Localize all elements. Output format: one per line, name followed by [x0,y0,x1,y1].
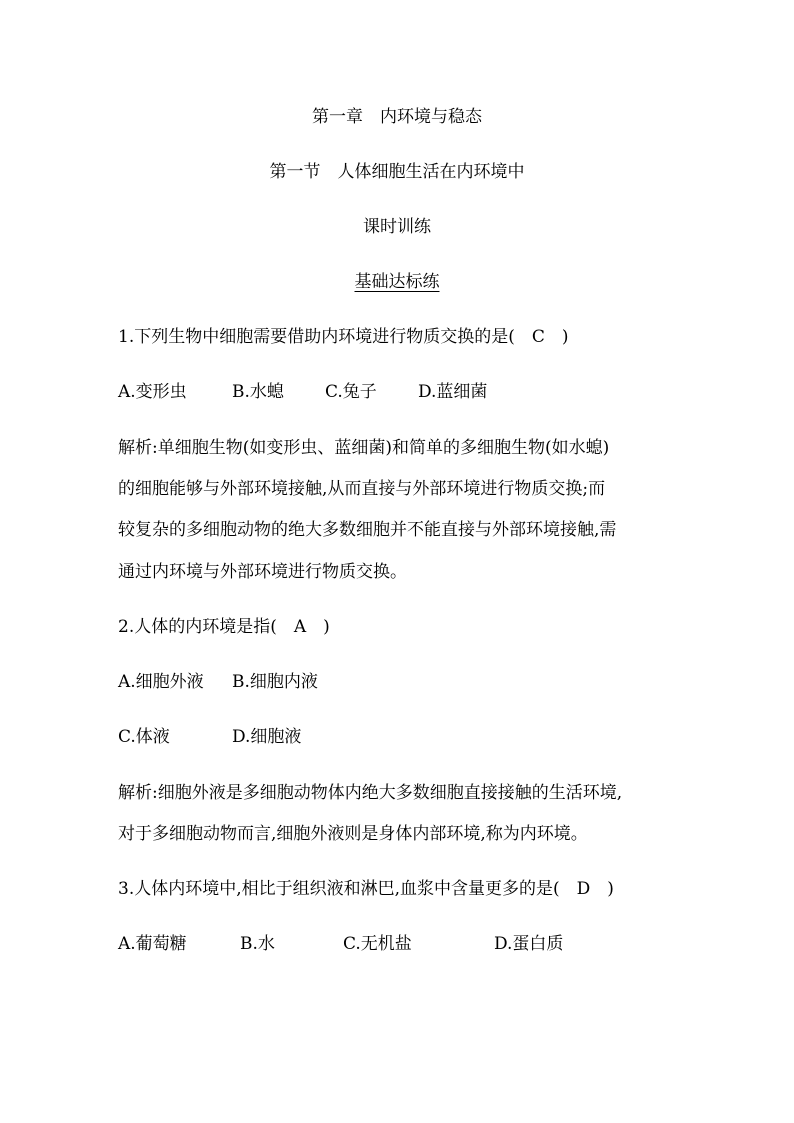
question-1-analysis-line: 较复杂的多细胞动物的绝大多数细胞并不能直接与外部环境接触,需 [118,520,617,540]
section-title: 第一节 人体细胞生活在内环境中 [269,162,525,182]
question-1-analysis-line: 解析:单细胞生物(如变形虫、蓝细菌)和简单的多细胞生物(如水螅) [118,438,610,458]
level-heading-text: 基础达标练 [354,272,440,292]
question-2-analysis-line: 对于多细胞动物而言,细胞外液则是身体内部环境,称为内环境。 [118,824,588,844]
question-3-option-c: C.无机盐 [343,934,412,954]
question-3-option-b: B.水 [240,934,275,954]
question-1-stem: 1.下列生物中细胞需要借助内环境进行物质交换的是( C ) [118,327,569,347]
chapter-title: 第一章 内环境与稳态 [312,107,482,127]
question-1-option-a: A.变形虫 [118,382,187,402]
question-2-analysis-line: 解析:细胞外液是多细胞动物体内绝大多数细胞直接接触的生活环境, [118,783,623,803]
question-1-option-b: B.水螅 [232,382,284,402]
question-2-option-d: D.细胞液 [232,727,302,747]
question-3-stem: 3.人体内环境中,相比于组织液和淋巴,血浆中含量更多的是( D ) [118,879,614,899]
question-2-option-b: B.细胞内液 [232,672,318,692]
question-3-option-a: A.葡萄糖 [118,934,187,954]
level-heading [0,270,794,294]
question-2-option-c: C.体液 [118,727,170,747]
question-1-option-c: C.兔子 [325,382,377,402]
question-1-analysis-line: 的细胞能够与外部环境接触,从而直接与外部环境进行物质交换;而 [118,479,606,499]
question-1-option-d: D.蓝细菌 [418,382,488,402]
page-subtitle: 课时训练 [363,217,431,237]
question-2-stem: 2.人体的内环境是指( A ) [118,617,330,637]
question-1-analysis-line: 通过内环境与外部环境进行物质交换。 [118,562,407,582]
question-2-option-a: A.细胞外液 [118,672,204,692]
question-3-option-d: D.蛋白质 [494,934,564,954]
